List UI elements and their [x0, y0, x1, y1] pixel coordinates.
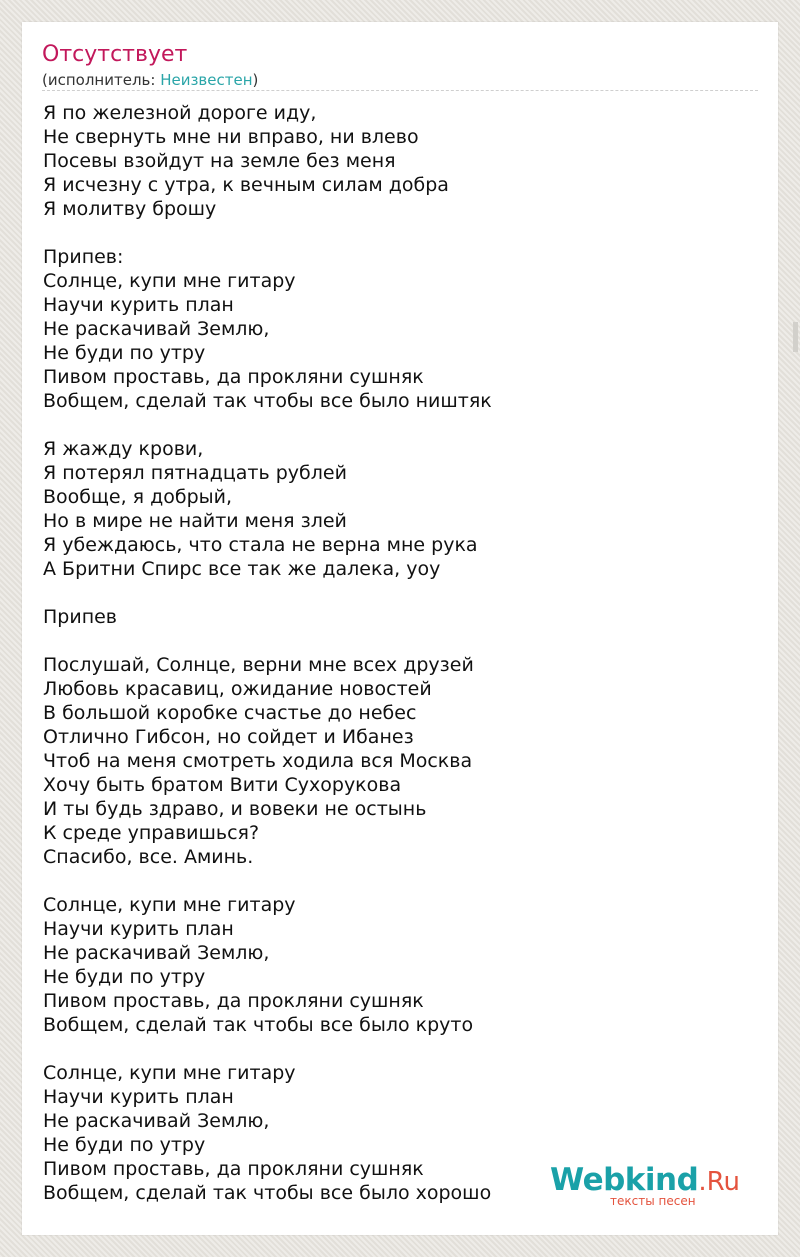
- lyric-line: И ты будь здраво, и вовеки не остынь: [43, 798, 427, 820]
- lyrics-body: [43, 101, 492, 1229]
- lyric-line: Хочу быть братом Вити Сухорукова: [43, 774, 402, 796]
- scrollbar-thumb[interactable]: [793, 322, 798, 352]
- lyric-line: Солнце, купи мне гитару: [43, 270, 296, 292]
- lyric-line: Вобщем, сделай так чтобы все было хорошо: [43, 1182, 492, 1204]
- lyric-line: Пивом проставь, да прокляни сушняк: [43, 1158, 424, 1180]
- lyric-line: Посевы взойдут на земле без меня: [43, 150, 396, 172]
- site-logo[interactable]: [550, 1161, 750, 1209]
- lyric-line: Не раскачивай Землю,: [43, 318, 270, 340]
- lyric-line: Я убеждаюсь, что стала не верна мне рука: [43, 534, 478, 556]
- lyric-line: Спасибо, все. Аминь.: [43, 846, 254, 868]
- lyrics-sheet: [22, 22, 778, 1235]
- lyric-line: Не свернуть мне ни вправо, ни влево: [43, 126, 419, 148]
- lyric-line: Вобщем, сделай так чтобы все было ништяк: [43, 390, 492, 412]
- lyric-line: Не буди по утру: [43, 966, 206, 988]
- lyric-line: Чтоб на меня смотреть ходила вся Москва: [43, 750, 473, 772]
- artist-suffix: ): [252, 71, 259, 89]
- lyric-line: Научи курить план: [43, 294, 234, 316]
- lyric-line: Я исчезну с утра, к вечным силам добра: [43, 174, 449, 196]
- lyric-line: Отлично Гибсон, но сойдет и Ибанез: [43, 726, 414, 748]
- lyric-line: К среде управишься?: [43, 822, 260, 844]
- lyric-stanza: [43, 437, 492, 581]
- lyric-stanza: [43, 1061, 492, 1205]
- lyric-line: Не раскачивай Землю,: [43, 942, 270, 964]
- logo-brand: Webkind: [550, 1162, 699, 1198]
- lyric-stanza: [43, 893, 492, 1037]
- header-divider: [42, 90, 758, 91]
- logo-tagline: тексты песен: [610, 1194, 696, 1208]
- lyric-stanza: [43, 101, 492, 221]
- lyric-line: Припев:: [43, 246, 124, 268]
- lyric-line: Припев: [43, 606, 118, 628]
- lyric-line: Пивом проставь, да прокляни сушняк: [43, 990, 424, 1012]
- song-title: Отсутствует: [42, 42, 188, 67]
- lyric-line: А Бритни Спирс все так же далека, уоу: [43, 558, 441, 580]
- lyric-line: Солнце, купи мне гитару: [43, 894, 296, 916]
- lyric-line: Научи курить план: [43, 1086, 234, 1108]
- lyric-line: Научи курить план: [43, 918, 234, 940]
- lyric-line: Не буди по утру: [43, 1134, 206, 1156]
- lyric-line: Но в мире не найти меня злей: [43, 510, 347, 532]
- lyric-line: Я по железной дороге иду,: [43, 102, 317, 124]
- lyric-line: Пивом проставь, да прокляни сушняк: [43, 366, 424, 388]
- lyric-line: Любовь красавиц, ожидание новостей: [43, 678, 432, 700]
- lyric-line: Вобщем, сделай так чтобы все было круто: [43, 1014, 474, 1036]
- artist-link[interactable]: Неизвестен: [160, 71, 253, 89]
- lyric-line: Я потерял пятнадцать рублей: [43, 462, 347, 484]
- lyric-line: Вообще, я добрый,: [43, 486, 233, 508]
- lyric-stanza: [43, 653, 492, 869]
- lyric-stanza: [43, 605, 492, 629]
- lyric-line: Я жажду крови,: [43, 438, 204, 460]
- lyric-line: В большой коробке счастье до небес: [43, 702, 417, 724]
- artist-line: [42, 70, 258, 90]
- artist-prefix: (исполнитель:: [42, 71, 161, 89]
- lyric-stanza: [43, 245, 492, 413]
- lyric-line: Не раскачивай Землю,: [43, 1110, 270, 1132]
- lyric-line: Не буди по утру: [43, 342, 206, 364]
- lyric-line: Солнце, купи мне гитару: [43, 1062, 296, 1084]
- lyric-line: Послушай, Солнце, верни мне всех друзей: [43, 654, 474, 676]
- logo-tld: .Ru: [698, 1167, 740, 1197]
- lyric-line: Я молитву брошу: [43, 198, 217, 220]
